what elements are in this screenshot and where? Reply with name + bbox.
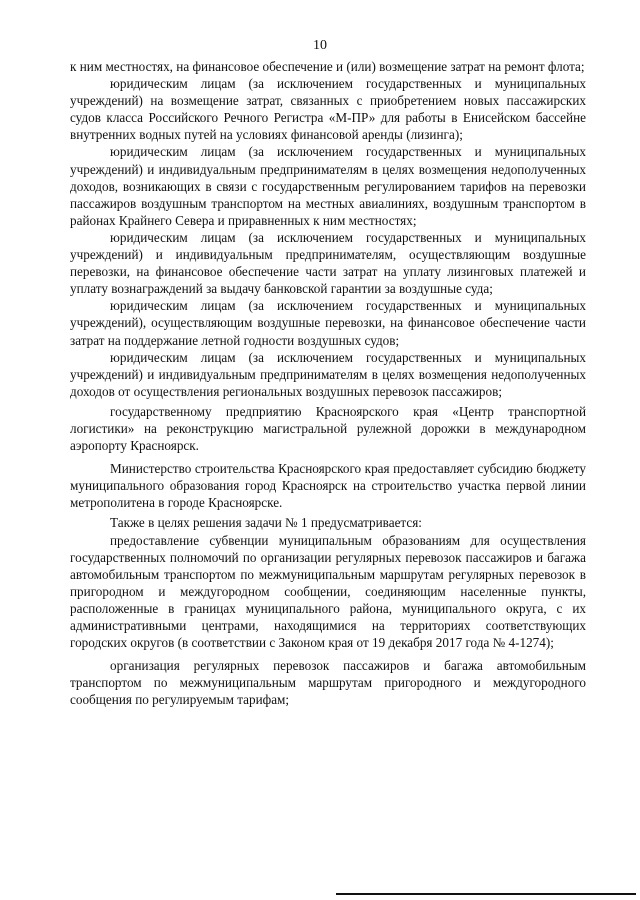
bottom-rule bbox=[336, 893, 636, 895]
paragraph: организация регулярных перевозок пассажиров и багажа автомобильным транспортом по межмуниципальным маршрутам пригородного и междугородного сообщения по регулируемым тарифам; bbox=[70, 658, 586, 708]
paragraph: юридическим лицам (за исключением государственных и муниципальных учреждений) и индивидуальным предпринимателям, осуществляющим воздушные перевозки, на финансовое обеспечение части затрат на уплату лизинговых платежей и уплату вознаграждений за выдачу банковской гарантии за воздушные суда; bbox=[70, 229, 586, 297]
paragraph: юридическим лицам (за исключением государственных и муниципальных учреждений) на возмещение затрат, связанных с приобретением новых пассажирских судов класса Российского Речного Регистра «М-ПР» для работы в Енисейском бассейне внутренних водных путей на условиях финансовой аренды (лизинга); bbox=[70, 76, 586, 143]
page-number: 10 bbox=[313, 38, 327, 53]
paragraph: юридическим лицам (за исключением государственных и муниципальных учреждений) и индивидуальным предпринимателям в целях возмещения недополученных доходов, возникающих в связи с государственным регулированием тарифов на перевозки пассажиров воздушным транспортом на местных авиалиниях, воздушным транспортом в районах Крайнего Севера и приравненных к ним местностях; bbox=[70, 144, 586, 228]
paragraph: к ним местностях, на финансовое обеспечение и (или) возмещение затрат на ремонт флота; bbox=[70, 59, 585, 74]
paragraph: Министерство строительства Красноярского края предоставляет субсидию бюджету муниципального образования город Красноярск на строительство участка первой линии метрополитена в городе Красноярске. bbox=[70, 461, 586, 511]
paragraph: предоставление субвенции муниципальным образованиям для осуществления государственных полномочий по организации регулярных перевозок пассажиров и багажа автомобильным транспортом по межмуниципальным маршрутам регулярных перевозок в пригородном и междугородном сообщении, соединяющим населенные пункты, расположенные в границах муниципального района, муниципального округа, с их административными центрами, находящимися на территориях соответствующих городских округов (в соответствии с Законом края от 19 декабря 2017 года № 4-1274); bbox=[70, 532, 586, 651]
paragraph: юридическим лицам (за исключением государственных и муниципальных учреждений) и индивидуальным предпринимателям в целях возмещения недополученных доходов от осуществления региональных воздушных перевозок пассажиров; bbox=[70, 349, 586, 399]
document-body bbox=[70, 58, 586, 708]
paragraph: юридическим лицам (за исключением государственных и муниципальных учреждений), осуществляющим воздушные перевозки, на финансовое обеспечение части затрат на поддержание летной годности воздушных судов; bbox=[70, 298, 586, 348]
paragraph: Также в целях решения задачи № 1 предусматривается: bbox=[110, 515, 422, 531]
paragraph: государственному предприятию Красноярского края «Центр транспортной логистики» на реконструкцию магистральной рулежной дорожки в международном аэропорту Красноярск. bbox=[70, 403, 586, 454]
